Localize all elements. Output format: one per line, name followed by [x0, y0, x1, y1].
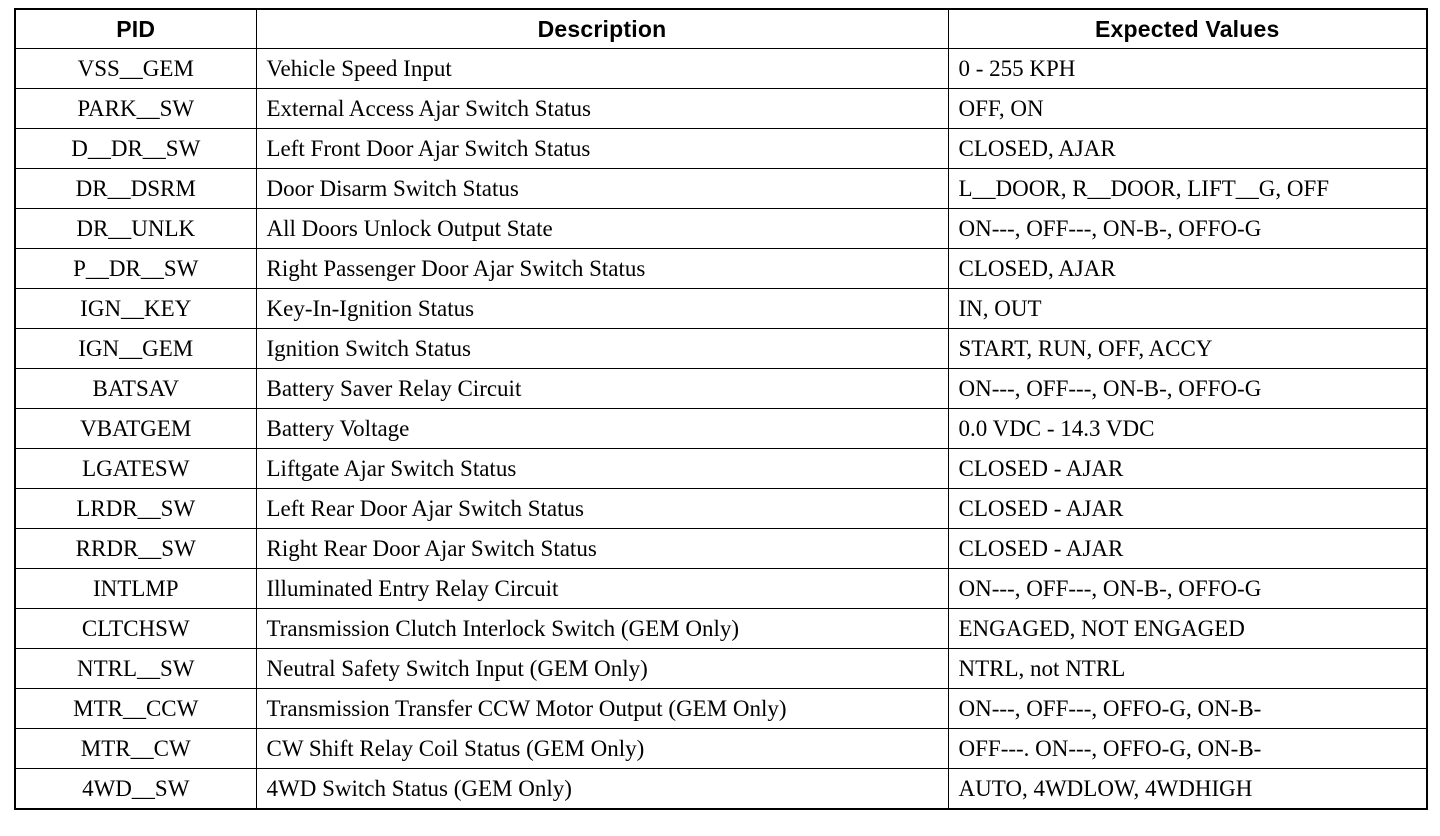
expected-values-cell: ON---, OFF---, OFFO-G, ON-B-: [948, 689, 1427, 729]
pid-cell: RRDR__SW: [15, 529, 256, 569]
description-cell: Transmission Transfer CCW Motor Output (GEM Only): [256, 689, 948, 729]
expected-values-cell: CLOSED, AJAR: [948, 129, 1427, 169]
description-cell: Door Disarm Switch Status: [256, 169, 948, 209]
expected-values-cell: L__DOOR, R__DOOR, LIFT__G, OFF: [948, 169, 1427, 209]
pid-cell: BATSAV: [15, 369, 256, 409]
expected-values-cell: CLOSED - AJAR: [948, 489, 1427, 529]
table-row: [15, 729, 1427, 769]
pid-cell: LRDR__SW: [15, 489, 256, 529]
description-cell: Ignition Switch Status: [256, 329, 948, 369]
description-cell: CW Shift Relay Coil Status (GEM Only): [256, 729, 948, 769]
pid-cell: IGN__GEM: [15, 329, 256, 369]
expected-values-cell: OFF---. ON---, OFFO-G, ON-B-: [948, 729, 1427, 769]
table-row: [15, 249, 1427, 289]
pid-cell: LGATESW: [15, 449, 256, 489]
pid-cell: VSS__GEM: [15, 49, 256, 89]
table-body: [15, 49, 1427, 810]
table-row: [15, 129, 1427, 169]
table-row: [15, 369, 1427, 409]
pid-table: [14, 8, 1428, 810]
description-cell: Left Front Door Ajar Switch Status: [256, 129, 948, 169]
description-cell: 4WD Switch Status (GEM Only): [256, 769, 948, 810]
expected-values-cell: START, RUN, OFF, ACCY: [948, 329, 1427, 369]
expected-values-cell: CLOSED, AJAR: [948, 249, 1427, 289]
expected-values-cell: ENGAGED, NOT ENGAGED: [948, 609, 1427, 649]
table-row: [15, 609, 1427, 649]
description-cell: Liftgate Ajar Switch Status: [256, 449, 948, 489]
description-cell: Right Passenger Door Ajar Switch Status: [256, 249, 948, 289]
expected-values-cell: NTRL, not NTRL: [948, 649, 1427, 689]
pid-cell: MTR__CCW: [15, 689, 256, 729]
description-cell: Vehicle Speed Input: [256, 49, 948, 89]
pid-cell: DR__DSRM: [15, 169, 256, 209]
pid-cell: PARK__SW: [15, 89, 256, 129]
pid-cell: DR__UNLK: [15, 209, 256, 249]
description-cell: Right Rear Door Ajar Switch Status: [256, 529, 948, 569]
header-pid: PID: [15, 9, 256, 49]
description-cell: Battery Voltage: [256, 409, 948, 449]
expected-values-cell: OFF, ON: [948, 89, 1427, 129]
table-row: [15, 289, 1427, 329]
table-row: [15, 769, 1427, 810]
expected-values-cell: 0.0 VDC - 14.3 VDC: [948, 409, 1427, 449]
description-cell: Left Rear Door Ajar Switch Status: [256, 489, 948, 529]
table-row: [15, 569, 1427, 609]
expected-values-cell: CLOSED - AJAR: [948, 529, 1427, 569]
expected-values-cell: IN, OUT: [948, 289, 1427, 329]
expected-values-cell: ON---, OFF---, ON-B-, OFFO-G: [948, 209, 1427, 249]
description-cell: Transmission Clutch Interlock Switch (GEM Only): [256, 609, 948, 649]
pid-cell: MTR__CW: [15, 729, 256, 769]
pid-cell: NTRL__SW: [15, 649, 256, 689]
table-row: [15, 49, 1427, 89]
table-row: [15, 89, 1427, 129]
pid-cell: INTLMP: [15, 569, 256, 609]
expected-values-cell: AUTO, 4WDLOW, 4WDHIGH: [948, 769, 1427, 810]
pid-cell: D__DR__SW: [15, 129, 256, 169]
description-cell: Neutral Safety Switch Input (GEM Only): [256, 649, 948, 689]
pid-cell: CLTCHSW: [15, 609, 256, 649]
expected-values-cell: ON---, OFF---, ON-B-, OFFO-G: [948, 369, 1427, 409]
pid-cell: VBATGEM: [15, 409, 256, 449]
expected-values-cell: CLOSED - AJAR: [948, 449, 1427, 489]
description-cell: Illuminated Entry Relay Circuit: [256, 569, 948, 609]
expected-values-cell: 0 - 255 KPH: [948, 49, 1427, 89]
table-row: [15, 409, 1427, 449]
header-expected-values: Expected Values: [948, 9, 1427, 49]
table-row: [15, 209, 1427, 249]
description-cell: All Doors Unlock Output State: [256, 209, 948, 249]
header-description: Description: [256, 9, 948, 49]
description-cell: Key-In-Ignition Status: [256, 289, 948, 329]
table-row: [15, 449, 1427, 489]
pid-cell: P__DR__SW: [15, 249, 256, 289]
description-cell: Battery Saver Relay Circuit: [256, 369, 948, 409]
pid-table-container: [14, 8, 1426, 810]
header-row: [15, 9, 1427, 49]
table-row: [15, 489, 1427, 529]
table-row: [15, 169, 1427, 209]
description-cell: External Access Ajar Switch Status: [256, 89, 948, 129]
pid-cell: IGN__KEY: [15, 289, 256, 329]
table-row: [15, 649, 1427, 689]
expected-values-cell: ON---, OFF---, ON-B-, OFFO-G: [948, 569, 1427, 609]
table-row: [15, 329, 1427, 369]
pid-cell: 4WD__SW: [15, 769, 256, 810]
table-row: [15, 689, 1427, 729]
table-row: [15, 529, 1427, 569]
table-header: [15, 9, 1427, 49]
